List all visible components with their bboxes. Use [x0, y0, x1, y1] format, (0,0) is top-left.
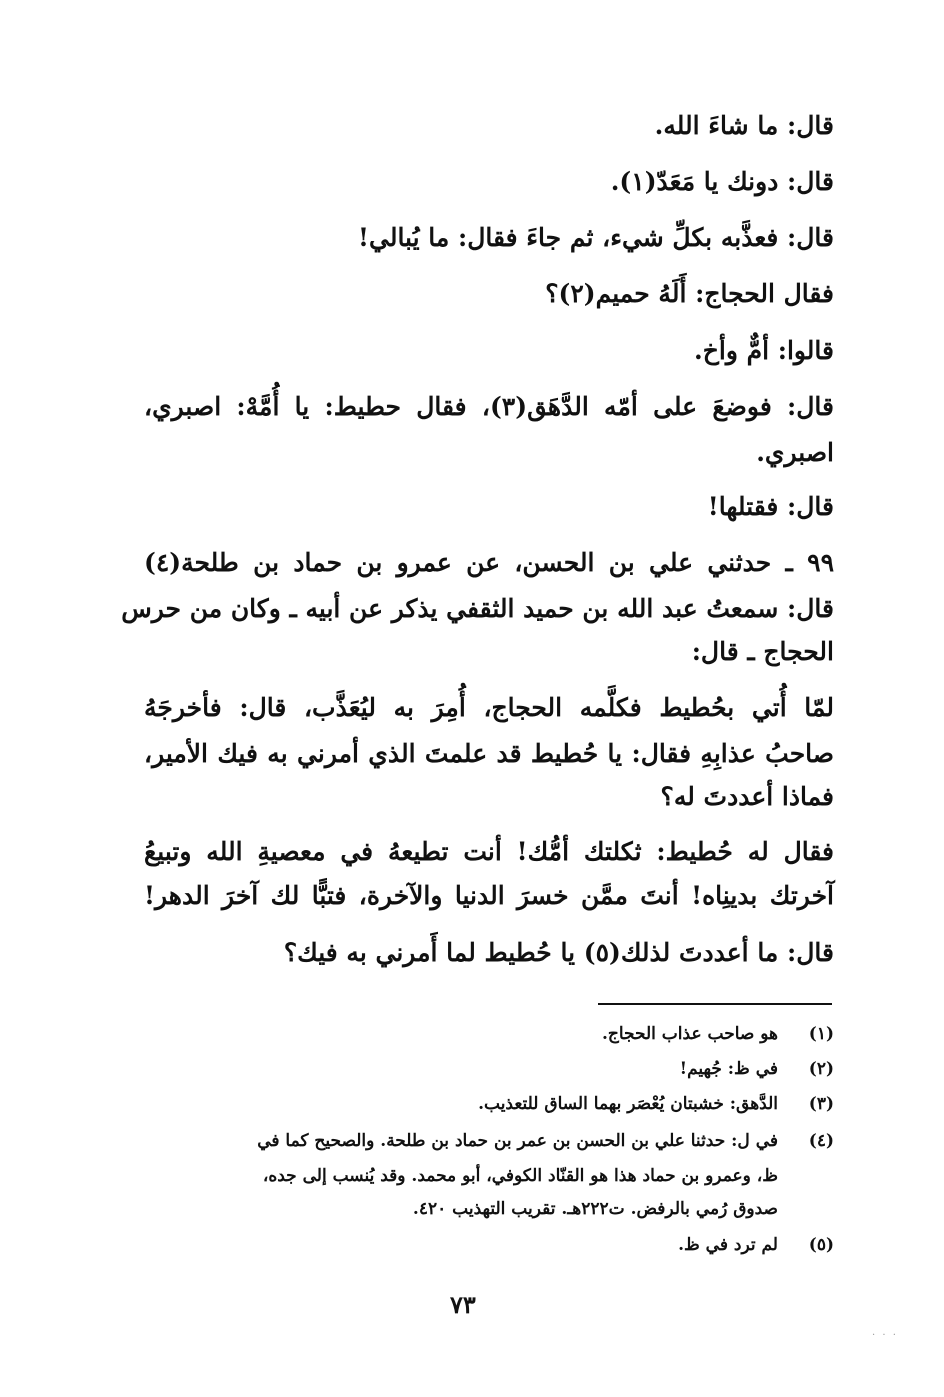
footnote-number: (٢) — [808, 1059, 834, 1079]
footnote — [678, 1230, 834, 1260]
text-line: قال: ما شاءَ الله. — [654, 111, 834, 140]
footnote — [680, 1054, 834, 1084]
text-line: فماذا أعددتَ له؟ — [660, 782, 834, 811]
text-line: قال: ما أعددتَ لذلك(٥) يا حُطيط لما أَمرني به فيك؟ — [283, 938, 834, 967]
footnote-number: (٣) — [808, 1094, 834, 1114]
text-line: فقال الحجاج: أَلَهُ حميم(٢)؟ — [545, 279, 834, 308]
paragraph-99-line: ٩٩ ـ حدثني علي بن الحسن، عن عمرو بن حماد بن طلحة(٤) — [144, 548, 834, 577]
text-line: قال: دونك يا مَعَدّ(١). — [610, 167, 834, 196]
footnote-text: الدَّهق: خشبتان يُعْصَر بهما الساق للتعذيب. — [478, 1094, 778, 1114]
text-line: قال: فقتلها! — [707, 492, 834, 521]
text-line: قال: فعذَّبه بكلِّ شيء، ثم جاءَ فقال: ما يُبالي! — [358, 223, 834, 252]
text-line: قالوا: أمٌّ وأخ. — [694, 336, 834, 365]
footnote — [257, 1126, 834, 1156]
paragraph-99-line: الحجاج ـ قال: — [691, 637, 834, 666]
paragraph-99-line: قال: سمعتُ عبد الله بن حميد الثقفي يذكر عن أبيه ـ وكان من حرس — [121, 594, 834, 623]
footnote-text: في ظ: جُهيم! — [679, 1059, 778, 1079]
footnote-text: في ل: حدثنا علي بن الحسن بن عمر بن حماد بن طلحة. والصحيح كما في — [257, 1131, 778, 1151]
text-line: فقال له حُطيط: ثكلتك أمُّك! أنت تطيعهُ في معصيةِ الله وتبيعُ — [144, 837, 834, 866]
footnote-continuation: صدوق رُمي بالرفض. ت٢٢٢هـ. تقريب التهذيب ٤٢٠. — [412, 1199, 778, 1219]
text-line: آخرتك بدينِاه! أنتَ ممَّن خسرَ الدنيا والآخرة، فتبًّا لك آخرَ الدهر! — [144, 881, 834, 910]
scan-edge-mark: . . . — [872, 1327, 898, 1338]
footnote-continuation: ظ، وعمرو بن حماد هذا هو القنّاد الكوفي، أبو محمد. وقد يُنسب إلى جده، — [262, 1166, 778, 1186]
footnote-divider — [598, 1003, 832, 1005]
page-number: ٧٣ — [450, 1290, 476, 1319]
footnote — [602, 1019, 834, 1049]
text-line: اصبري. — [756, 438, 834, 467]
text-line: قال: فوضعَ على أمّه الدَّهَق(٣)، فقال حطيط: يا أُمَّهْ: اصبري، — [144, 392, 834, 421]
footnote — [478, 1089, 834, 1119]
text-line: لمّا أُتي بحُطيط فكلَّمه الحجاج، أُمِرَ به ليُعَذَّب، قال: فأخرجَهُ — [144, 693, 834, 722]
footnote-text: لم ترد في ظ. — [678, 1235, 778, 1255]
footnote-number: (١) — [808, 1024, 834, 1044]
text-line: صاحبُ عذابِهِ فقال: يا حُطيط قد علمتَ الذي أمرني به فيك الأمير، — [144, 739, 834, 768]
footnote-text: هو صاحب عذاب الحجاج. — [601, 1024, 778, 1044]
footnote-number: (٥) — [808, 1235, 834, 1255]
footnote-number: (٤) — [808, 1131, 834, 1151]
